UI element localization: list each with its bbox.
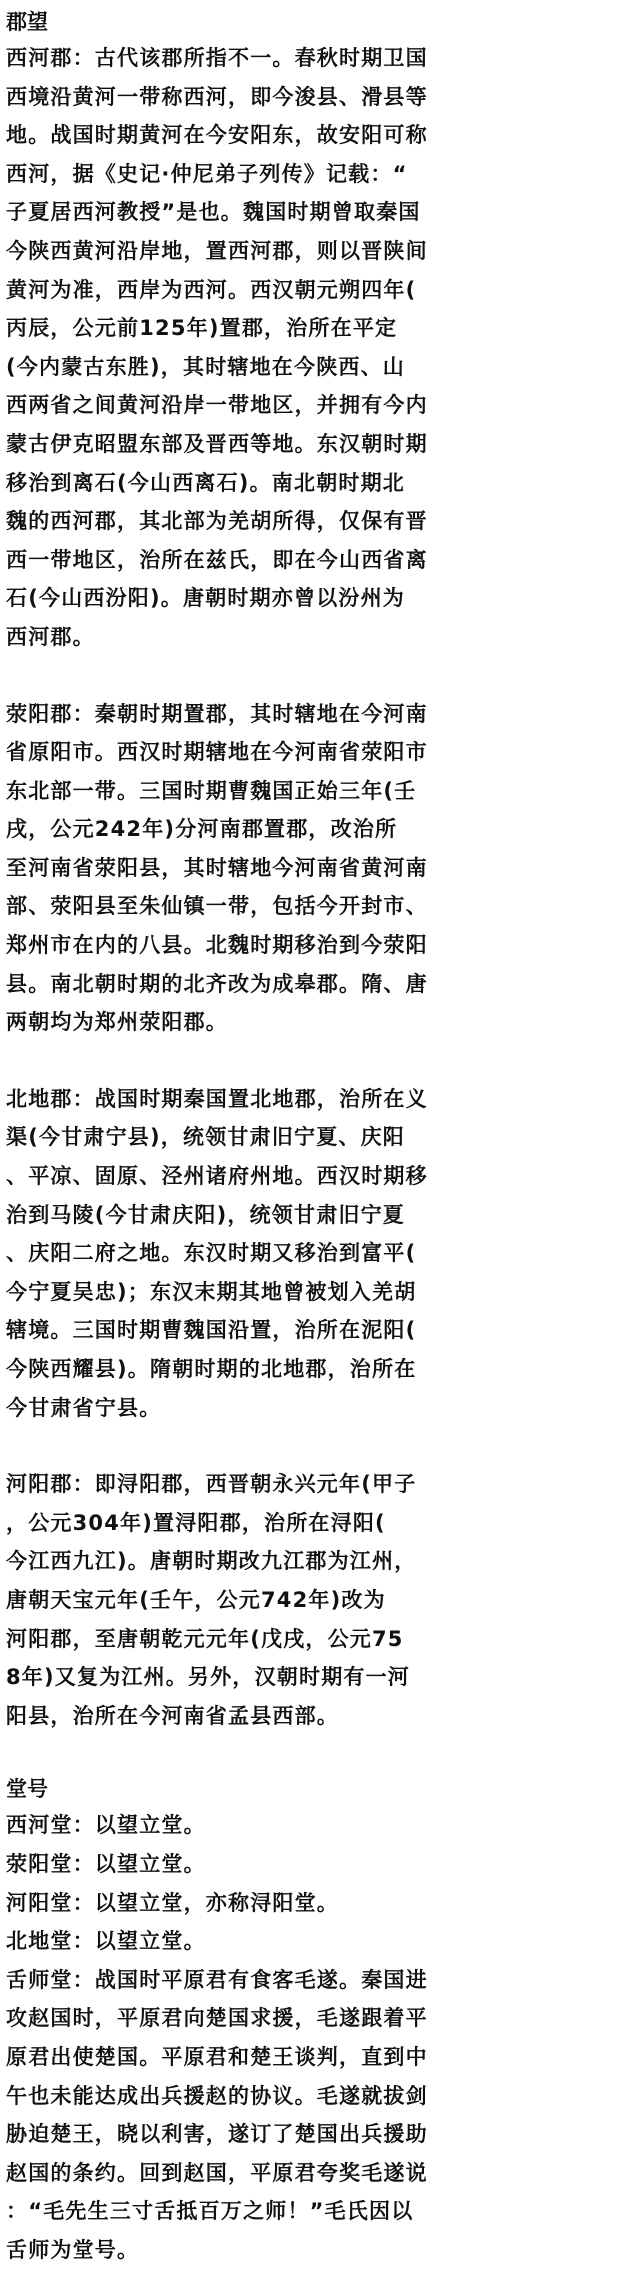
text-line: 今江西九江)。唐朝时期改九江郡为江州， — [6, 1549, 417, 1574]
text-line: 西两省之间黄河沿岸一带地区，并拥有今内 — [6, 393, 428, 418]
text-line: 河阳郡，至唐朝乾元元年(戊戌，公元75 — [6, 1626, 404, 1651]
text-line: 西河堂：以望立堂。 — [6, 1813, 206, 1838]
text-line: 攻赵国时，平原君向楚国求援，毛遂跟着平 — [6, 2006, 428, 2031]
text-line: 蒙古伊克昭盟东部及晋西等地。东汉朝时期 — [6, 431, 428, 456]
text-line: 8年)又复为江州。另外，汉朝时期有一河 — [6, 1665, 411, 1690]
text-line: 县。南北朝时期的北齐改为成皋郡。隋、唐 — [6, 971, 428, 996]
text-line: 河阳堂：以望立堂，亦称浔阳堂。 — [6, 1890, 339, 1915]
paragraph-tanghao — [6, 1806, 634, 2269]
text-line: 河阳郡：即浔阳郡，西晋朝永兴元年(甲子 — [6, 1472, 417, 1497]
paragraph-xihe-jun — [6, 39, 634, 657]
section-heading-tanghao: 堂号 — [6, 1777, 48, 1802]
text-line: 子夏居西河教授”是也。魏国时期曾取秦国 — [6, 200, 421, 225]
text-line: 舌师为堂号。 — [6, 2237, 140, 2262]
text-line: (今内蒙古东胜)，其时辖地在今陕西、山 — [6, 354, 405, 379]
text-line: 北地堂：以望立堂。 — [6, 1929, 206, 1954]
text-line: 西境沿黄河一带称西河，即今浚县、滑县等 — [6, 84, 428, 109]
section-xingyang-jun — [6, 695, 634, 1042]
text-line: 西河郡。 — [6, 624, 95, 649]
text-line: 今甘肃省宁县。 — [6, 1395, 162, 1420]
text-line: 郑州市在内的八县。北魏时期移治到今荥阳 — [6, 933, 428, 958]
text-line: 辖境。三国时期曹魏国沿置，治所在泥阳( — [6, 1318, 417, 1343]
text-line: 戌，公元242年)分河南郡置郡，改治所 — [6, 817, 398, 842]
text-line: 黄河为准，西岸为西河。西汉朝元朔四年( — [6, 277, 417, 302]
section-beidi-jun — [6, 1080, 634, 1427]
text-line: 西河，据《史记·仲尼弟子列传》记载：“ — [6, 161, 408, 186]
section-junwang — [6, 6, 634, 657]
text-line: 胁迫楚王，晓以利害，遂订了楚国出兵援助 — [6, 2122, 428, 2147]
text-line: 两朝均为郑州荥阳郡。 — [6, 1010, 228, 1035]
text-line: 地。战国时期黄河在今安阳东，故安阳可称 — [6, 123, 428, 148]
text-line: ：“毛先生三寸舌抵百万之师！”毛氏因以 — [6, 2199, 414, 2224]
section-gap — [6, 657, 634, 695]
text-line: 西一带地区，治所在兹氏，即在今山西省离 — [6, 547, 428, 572]
text-line: 今陕西黄河沿岸地，置西河郡，则以晋陕间 — [6, 238, 428, 263]
text-line: 唐朝天宝元年(壬午，公元742年)改为 — [6, 1587, 386, 1612]
text-line: 赵国的条约。回到赵国，平原君夸奖毛遂说 — [6, 2160, 428, 2185]
section-gap — [6, 1042, 634, 1080]
text-line: 今宁夏吴忠)；东汉末期其地曾被划入羌胡 — [6, 1279, 417, 1304]
text-line: 北地郡：战国时期秦国置北地郡，治所在义 — [6, 1086, 428, 1111]
text-line: 荥阳郡：秦朝时期置郡，其时辖地在今河南 — [6, 701, 428, 726]
text-line: 渠(今甘肃宁县)，统领甘肃旧宁夏、庆阳 — [6, 1125, 405, 1150]
text-line: 省原阳市。西汉时期辖地在今河南省荥阳市 — [6, 740, 428, 765]
text-line: 、平凉、固原、泾州诸府州地。西汉时期移 — [6, 1164, 428, 1189]
text-line: 、庆阳二府之地。东汉时期又移治到富平( — [6, 1241, 417, 1266]
section-gap — [6, 1427, 634, 1465]
text-line: 石(今山西汾阳)。唐朝时期亦曾以汾州为 — [6, 586, 405, 611]
text-line: 今陕西耀县)。隋朝时期的北地郡，治所在 — [6, 1357, 417, 1381]
text-line: 治到马陵(今甘肃庆阳)，统领甘肃旧宁夏 — [6, 1202, 405, 1227]
section-gap — [6, 1735, 634, 1773]
paragraph-xingyang-jun — [6, 695, 634, 1042]
section-heading-junwang: 郡望 — [6, 10, 48, 34]
text-line: ，公元304年)置浔阳郡，治所在浔阳( — [6, 1510, 386, 1535]
text-line: 午也未能达成出兵援赵的协议。毛遂就拔剑 — [6, 2083, 428, 2108]
section-tanghao — [6, 1773, 634, 2269]
text-line: 原君出使楚国。平原君和楚王谈判，直到中 — [6, 2044, 428, 2069]
text-line: 舌师堂：战国时平原君有食客毛遂。秦国进 — [6, 1967, 428, 1992]
paragraph-heyang-jun — [6, 1465, 634, 1735]
text-line: 至河南省荥阳县，其时辖地今河南省黄河南 — [6, 855, 428, 880]
text-line: 部、荥阳县至朱仙镇一带，包括今开封市、 — [6, 894, 428, 919]
text-line: 阳县，治所在今河南省孟县西部。 — [6, 1703, 339, 1728]
text-line: 丙辰，公元前125年)置郡，治所在平定 — [6, 316, 398, 341]
paragraph-beidi-jun — [6, 1080, 634, 1427]
text-line: 西河郡：古代该郡所指不一。春秋时期卫国 — [6, 46, 428, 70]
text-line: 东北部一带。三国时期曹魏国正始三年(壬 — [6, 778, 417, 803]
text-line: 移治到离石(今山西离石)。南北朝时期北 — [6, 470, 405, 495]
text-line: 魏的西河郡，其北部为羌胡所得，仅保有晋 — [6, 509, 428, 534]
section-heyang-jun — [6, 1465, 634, 1735]
text-line: 荥阳堂：以望立堂。 — [6, 1851, 206, 1876]
